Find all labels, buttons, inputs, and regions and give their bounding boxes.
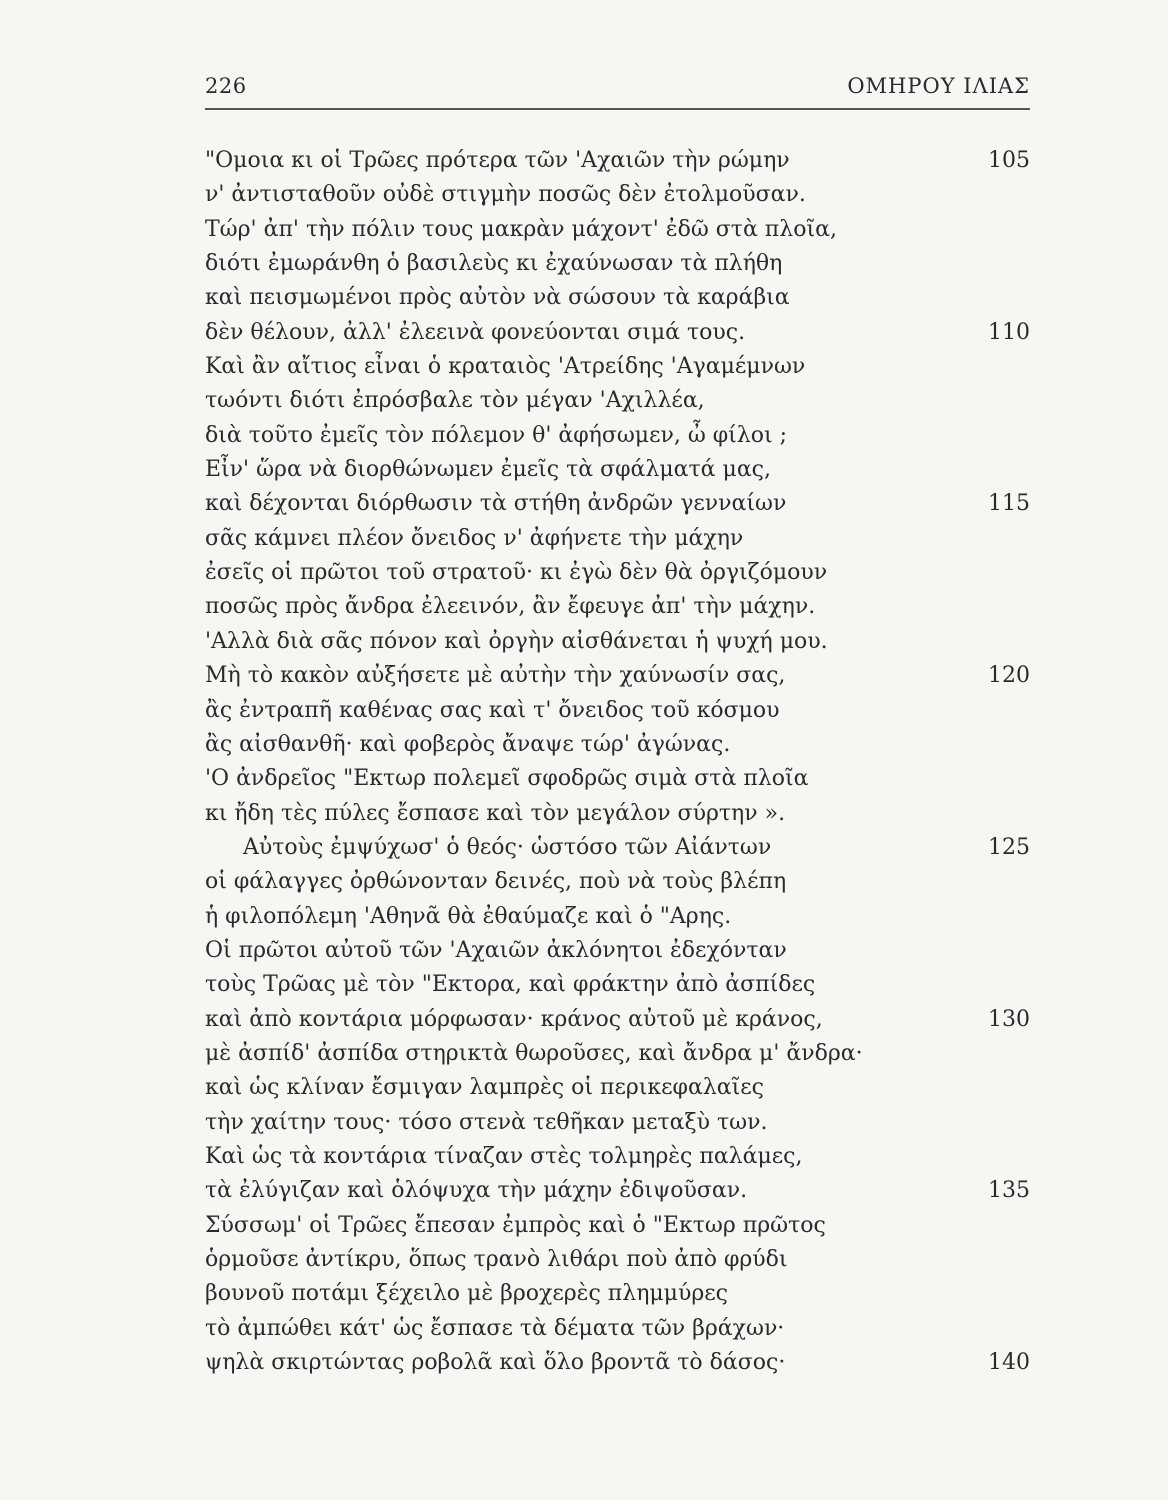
verse-line: [205, 1106, 1030, 1140]
verse-line: [205, 556, 1030, 590]
verse-line: [205, 487, 1030, 521]
page-number: 226: [205, 74, 247, 98]
verse-line: [205, 144, 1030, 178]
line-number: 105: [988, 148, 1030, 173]
verse-text: 'Ο ἀνδρεῖος "Εκτωρ πολεμεῖ σφοδρῶς σιμὰ στὰ πλοῖα: [205, 766, 809, 792]
verse-line: [205, 659, 1030, 693]
verse-line: [205, 762, 1030, 796]
verse-text: ποσῶς πρὸς ἄνδρα ἐλεεινόν, ἂν ἔφευγε ἀπ' τὴν μάχην.: [205, 594, 816, 620]
verse-line: [205, 900, 1030, 934]
verse-text: τωόντι διότι ἐπρόσβαλε τὸν μέγαν 'Αχιλλέα,: [205, 388, 705, 414]
verse-text: καὶ ὡς κλίναν ἔσμιγαν λαμπρὲς οἱ περικεφαλαῖες: [205, 1075, 764, 1101]
verse-text: Καὶ ἂν αἴτιος εἶναι ὁ κραταιὸς 'Ατρείδης 'Αγαμέμνων: [205, 354, 806, 380]
verse-line: [205, 1312, 1030, 1346]
verse-line: [205, 213, 1030, 247]
verse-text: καὶ δέχονται διόρθωσιν τὰ στήθη ἀνδρῶν γενναίων: [205, 491, 787, 517]
verse-line: [205, 1243, 1030, 1277]
running-title: ΟΜΗΡΟΥ ΙΛΙΑΣ: [847, 74, 1030, 98]
verse-line: [205, 968, 1030, 1002]
line-number: 135: [988, 1178, 1030, 1204]
line-number: 140: [988, 1350, 1030, 1376]
verse-text: σᾶς κάμνει πλέον ὄνειδος ν' ἀφήνετε τὴν μάχην: [205, 525, 744, 551]
verse-text: τὴν χαίτην τους· τόσο στενὰ τεθῆκαν μεταξὺ των.: [205, 1109, 768, 1135]
verse-line: [205, 453, 1030, 487]
verse-text: διὰ τοῦτο ἐμεῖς τὸν πόλεμον θ' ἀφήσωμεν, ὦ φίλοι ;: [205, 422, 788, 448]
verse-text: ἡ φιλοπόλεμη 'Αθηνᾶ θὰ ἐθαύμαζε καὶ ὁ "Αρης.: [205, 903, 732, 929]
verse-line: [205, 316, 1030, 350]
verse-text: Σύσσωμ' οἱ Τρῶες ἔπεσαν ἐμπρὸς καὶ ὁ "Εκτωρ πρῶτος: [205, 1212, 826, 1238]
verse-text: τὰ ἐλύγιζαν καὶ ὁλόψυχα τὴν μάχην ἐδιψοῦσαν.: [205, 1178, 748, 1204]
verse-text: τοὺς Τρῶας μὲ τὸν "Εκτορα, καὶ φράκτην ἀπὸ ἀσπίδες: [205, 972, 816, 998]
verse-line: [205, 522, 1030, 556]
verse-text: ἂς ἐντραπῆ καθένας σας καὶ τ' ὄνειδος τοῦ κόσμου: [205, 697, 780, 723]
verse-line: [205, 1037, 1030, 1071]
verse-text: ὁρμοῦσε ἀντίκρυ, ὅπως τρανὸ λιθάρι ποὺ ἀπὸ φρύδι: [205, 1247, 788, 1272]
page-header: [205, 74, 1030, 110]
verse-line: [205, 1140, 1030, 1174]
verse-text: ν' ἀντισταθοῦν οὐδὲ στιγμὴν ποσῶς δὲν ἐτολμοῦσαν.: [205, 182, 806, 208]
verse-text: βουνοῦ ποτάμι ξέχειλο μὲ βροχερὲς πλημμύρες: [205, 1281, 729, 1307]
verse-text: τὸ ἀμπώθει κάτ' ὡς ἔσπασε τὰ δέματα τῶν βράχων·: [205, 1315, 785, 1341]
verse-block: [205, 144, 1030, 1380]
verse-text: διότι ἐμωράνθη ὁ βασιλεὺς κι ἐχαύνωσαν τὰ πλήθη: [205, 251, 783, 277]
line-number: 115: [988, 491, 1030, 517]
verse-line: [205, 934, 1030, 968]
line-number: 110: [988, 319, 1030, 345]
verse-text: οἱ φάλαγγες ὀρθώνονταν δεινές, ποὺ νὰ τοὺς βλέπη: [205, 869, 787, 895]
line-number: 130: [988, 1006, 1030, 1032]
verse-text: καὶ πεισμωμένοι πρὸς αὐτὸν νὰ σώσουν τὰ καράβια: [205, 285, 790, 311]
verse-line: [205, 1003, 1030, 1037]
verse-line: [205, 350, 1030, 384]
verse-line: [205, 797, 1030, 831]
verse-line: [205, 1071, 1030, 1105]
verse-text: Αὐτοὺς ἐμψύχωσ' ὁ θεός· ὡστόσο τῶν Αἰάντων: [243, 834, 772, 860]
verse-line: [205, 625, 1030, 659]
verse-line: [205, 1277, 1030, 1311]
verse-text: καὶ ἀπὸ κοντάρια μόρφωσαν· κράνος αὐτοῦ μὲ κράνος,: [205, 1006, 823, 1032]
verse-text: Οἱ πρῶτοι αὐτοῦ τῶν 'Αχαιῶν ἀκλόνητοι ἐδεχόνταν: [205, 937, 787, 963]
line-number: 120: [988, 663, 1030, 689]
verse-line: [205, 419, 1030, 453]
verse-line: [205, 1174, 1030, 1208]
verse-text: ἂς αἰσθανθῆ· καὶ φοβερὸς ἄναψε τώρ' ἀγώνας.: [205, 731, 731, 757]
verse-line: [205, 1209, 1030, 1243]
verse-line: [205, 728, 1030, 762]
verse-line: [205, 247, 1030, 281]
verse-line: [205, 384, 1030, 418]
verse-text: Τώρ' ἀπ' τὴν πόλιν τους μακρὰν μάχοντ' ἐδῶ στὰ πλοῖα,: [205, 216, 837, 242]
verse-line: [205, 281, 1030, 315]
verse-text: κι ἤδη τὲς πύλες ἔσπασε καὶ τὸν μεγάλον σύρτην ».: [205, 800, 786, 826]
line-number: 125: [988, 834, 1030, 860]
verse-text: 'Αλλὰ διὰ σᾶς πόνον καὶ ὀργὴν αἰσθάνεται ἡ ψυχή μου.: [205, 628, 828, 654]
verse-text: δὲν θέλουν, ἀλλ' ἐλεεινὰ φονεύονται σιμά τους.: [205, 319, 746, 345]
verse-text: Καὶ ὡς τὰ κοντάρια τίναζαν στὲς τολμηρὲς παλάμες,: [205, 1143, 803, 1169]
verse-line: [205, 590, 1030, 624]
verse-text: Μὴ τὸ κακὸν αὐξήσετε μὲ αὐτὴν τὴν χαύνωσίν σας,: [205, 663, 786, 689]
verse-text: ψηλὰ σκιρτώντας ροβολᾶ καὶ ὅλο βροντᾶ τὸ δάσος·: [205, 1350, 786, 1376]
verse-text: "Ομοια κι οἱ Τρῶες πρότερα τῶν 'Αχαιῶν τὴν ρώμην: [205, 148, 790, 173]
verse-line: [205, 694, 1030, 728]
verse-line: [205, 865, 1030, 899]
verse-line: [205, 178, 1030, 212]
verse-text: Εἶν' ὥρα νὰ διορθώνωμεν ἐμεῖς τὰ σφάλματά μας,: [205, 457, 771, 483]
verse-line: [205, 1346, 1030, 1380]
verse-text: ἐσεῖς οἱ πρῶτοι τοῦ στρατοῦ· κι ἐγὼ δὲν θὰ ὀργιζόμουν: [205, 560, 828, 586]
verse-line: [205, 831, 1030, 865]
verse-text: μὲ ἀσπίδ' ἀσπίδα στηρικτὰ θωροῦσες, καὶ ἄνδρα μ' ἄνδρα·: [205, 1040, 863, 1066]
